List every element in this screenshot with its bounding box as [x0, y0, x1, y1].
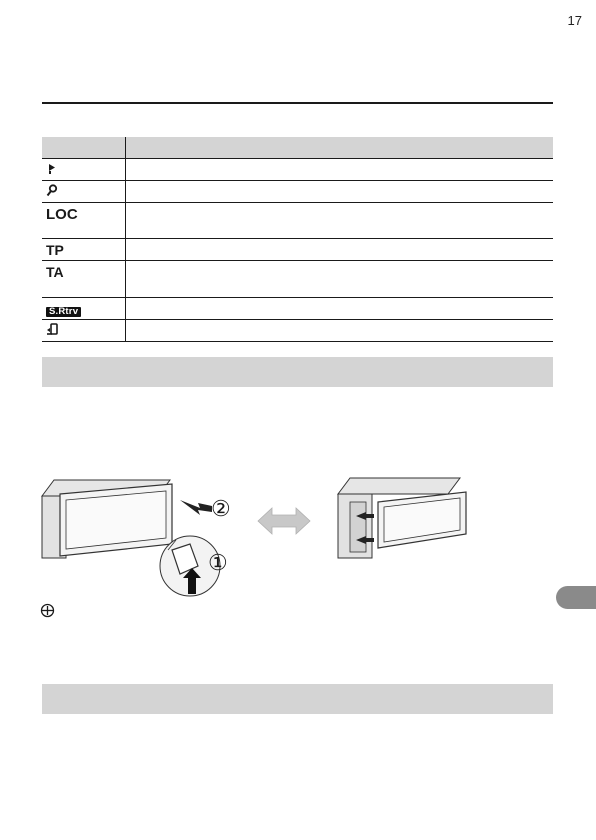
loc-label: LOC [46, 206, 78, 223]
table-cell-description [126, 320, 554, 342]
indicator-table [42, 137, 553, 342]
table-cell-icon [42, 320, 126, 342]
table-cell-icon [42, 261, 126, 298]
table-cell-icon [42, 203, 126, 239]
step-2-label: ② [211, 496, 231, 521]
attach-panel-illustration [336, 472, 472, 572]
key-icon [46, 184, 58, 197]
table-row [42, 261, 553, 298]
antenna-icon [46, 162, 58, 175]
detach-panel-illustration [40, 470, 240, 598]
table-row [42, 298, 553, 320]
table-cell-description [126, 159, 554, 181]
table-cell-icon [42, 159, 126, 181]
phone-icon [46, 323, 59, 336]
table-cell-description [126, 239, 554, 261]
top-rule [42, 102, 553, 104]
table-header-indicator [42, 137, 126, 159]
s-rtrv-badge: S.Rtrv [46, 307, 81, 317]
table-cell-icon [42, 239, 126, 261]
tp-label: TP [46, 242, 64, 258]
section-heading-bar [42, 684, 553, 714]
page-number: 17 [567, 13, 582, 28]
table-row [42, 159, 553, 181]
table-cell-icon [42, 298, 126, 320]
table-cell-description [126, 203, 554, 239]
section-heading-bar [42, 357, 553, 387]
table-cell-description [126, 261, 554, 298]
table-cell-icon [42, 181, 126, 203]
side-language-tab [556, 586, 596, 609]
table-row [42, 203, 553, 239]
ta-label: TA [46, 264, 64, 280]
table-cell-description [126, 181, 554, 203]
table-header-row [42, 137, 553, 159]
table-row [42, 181, 553, 203]
step-1-label: ① [208, 550, 228, 575]
important-note-icon [40, 603, 55, 618]
table-cell-description [126, 298, 554, 320]
double-arrow-icon [256, 505, 312, 537]
table-row [42, 239, 553, 261]
table-header-description [126, 137, 554, 159]
table-row [42, 320, 553, 342]
